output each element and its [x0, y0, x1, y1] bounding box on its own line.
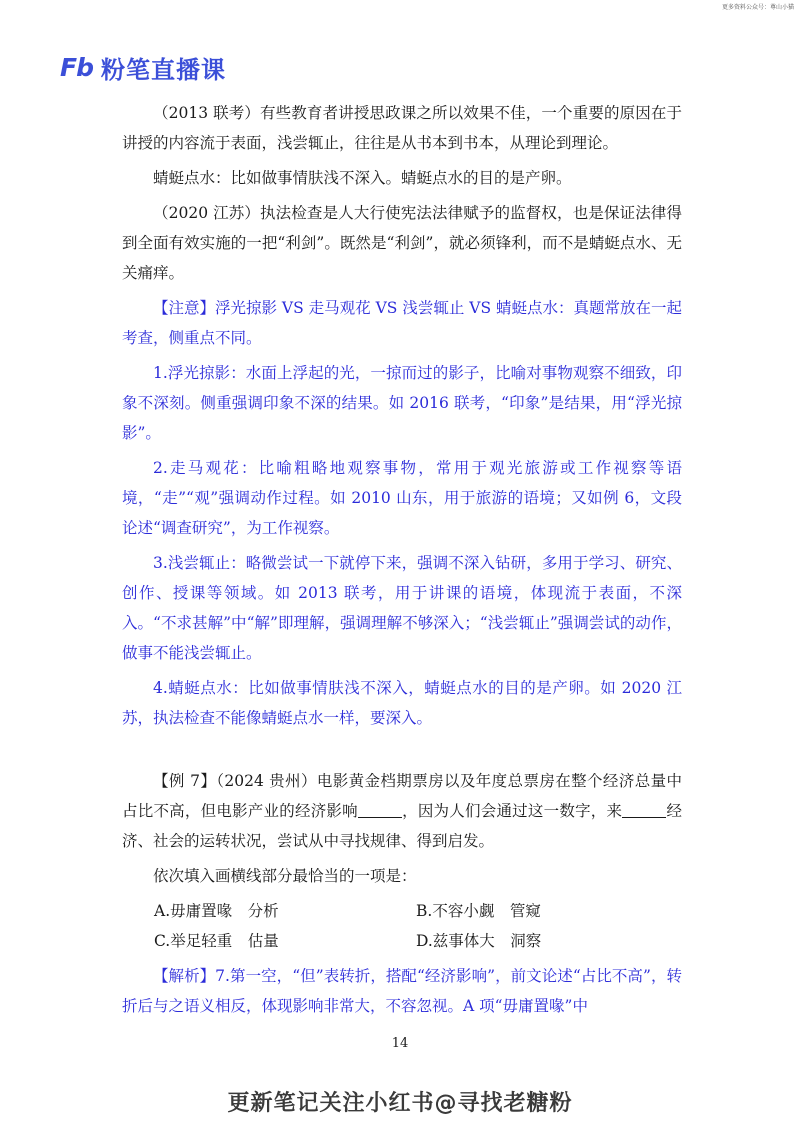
section-gap [122, 738, 682, 766]
corner-note: 更多资料公众号：尊山小猫 [721, 4, 794, 11]
paragraph-2013-lianKao: （2013 联考）有些教育者讲授思政课之所以效果不佳，一个重要的原因在于讲授的内容流于表面，浅尝辄止，往往是从书本到书本，从理论到理论。 [122, 104, 682, 152]
footer-watermark: 更新笔记关注小红书@寻找老糖粉 [227, 1091, 573, 1116]
option-c: C.举足轻重 估量 [154, 932, 279, 950]
brand-logo [60, 52, 226, 82]
document-body [122, 98, 682, 1026]
note-item: 2.走马观花：比喻粗略地观察事物，常用于观光旅游或工作视察等语境，“走”“观”强调动作过程。如 2010 山东，用于旅游的语境；又如例 6，文段论述“调查研究”，为工作视察。 [122, 459, 682, 537]
page-number: 14 [391, 1036, 409, 1051]
logo-text: 粉笔直播课 [100, 55, 226, 84]
stem-part: 【例 7】（2024 贵州）电影黄金档期票房以及年度总票房在整个经济总量中占比不高，但电影产业的经济影响 [122, 772, 682, 820]
option-a: A.毋庸置喙 分析 [154, 902, 279, 920]
logo-mark: Fb [60, 52, 93, 82]
stem-part: 经济、社会的运转状况，尝试从中寻找规律、得到启发。 [122, 802, 682, 850]
note-item: 3.浅尝辄止：略微尝试一下就停下来，强调不深入钻研，多用于学习、研究、创作、授课等领域。如 2013 联考，用于讲课的语境，体现流于表面，不深入。“不求甚解”中“解”即理解，强调理解不够深入；“浅尝辄止”强调尝试的动作，做事不能浅尝辄止。 [122, 554, 682, 662]
option-d: D.兹事体大 洞察 [416, 932, 542, 950]
answer-options [122, 896, 682, 956]
question-prompt: 依次填入画横线部分最恰当的一项是： [153, 867, 417, 885]
paragraph-dragonfly: 蜻蜓点水：比如做事情肤浅不深入。蜻蜓点水的目的是产卵。 [153, 169, 572, 187]
note-item: 1.浮光掠影：水面上浮起的光，一掠而过的影子，比喻对事物观察不细致，印象不深刻。侧重强调印象不深的结果。如 2016 联考，“印象”是结果，用“浮光掠影”。 [122, 364, 682, 442]
note-title: 【注意】浮光掠影 VS 走马观花 VS 浅尝辄止 VS 蜻蜓点水：真题常放在一起考查，侧重点不同。 [122, 299, 683, 347]
option-b: B.不容小觑 管窥 [416, 902, 541, 920]
analysis: 【解析】7.第一空，“但”表转折，搭配“经济影响”，前文论述“占比不高”，转折后与之语义相反，体现影响非常大，不容忽视。A 项“毋庸置喙”中 [122, 967, 682, 1015]
example-stem [122, 766, 682, 856]
stem-part: ，因为人们会通过这一数字，来 [401, 802, 623, 820]
note-item: 4.蜻蜓点水：比如做事情肤浅不深入，蜻蜓点水的目的是产卵。如 2020 江苏，执法检查不能像蜻蜓点水一样，要深入。 [122, 679, 682, 727]
answer-blank-1 [358, 799, 402, 818]
answer-blank-2 [622, 799, 666, 818]
paragraph-2020-jiangsu: （2020 江苏）执法检查是人大行使宪法法律赋予的监督权，也是保证法律得到全面有效实施的一把“利剑”。既然是“利剑”，就必须锋利，而不是蜻蜓点水、无关痛痒。 [122, 204, 682, 282]
